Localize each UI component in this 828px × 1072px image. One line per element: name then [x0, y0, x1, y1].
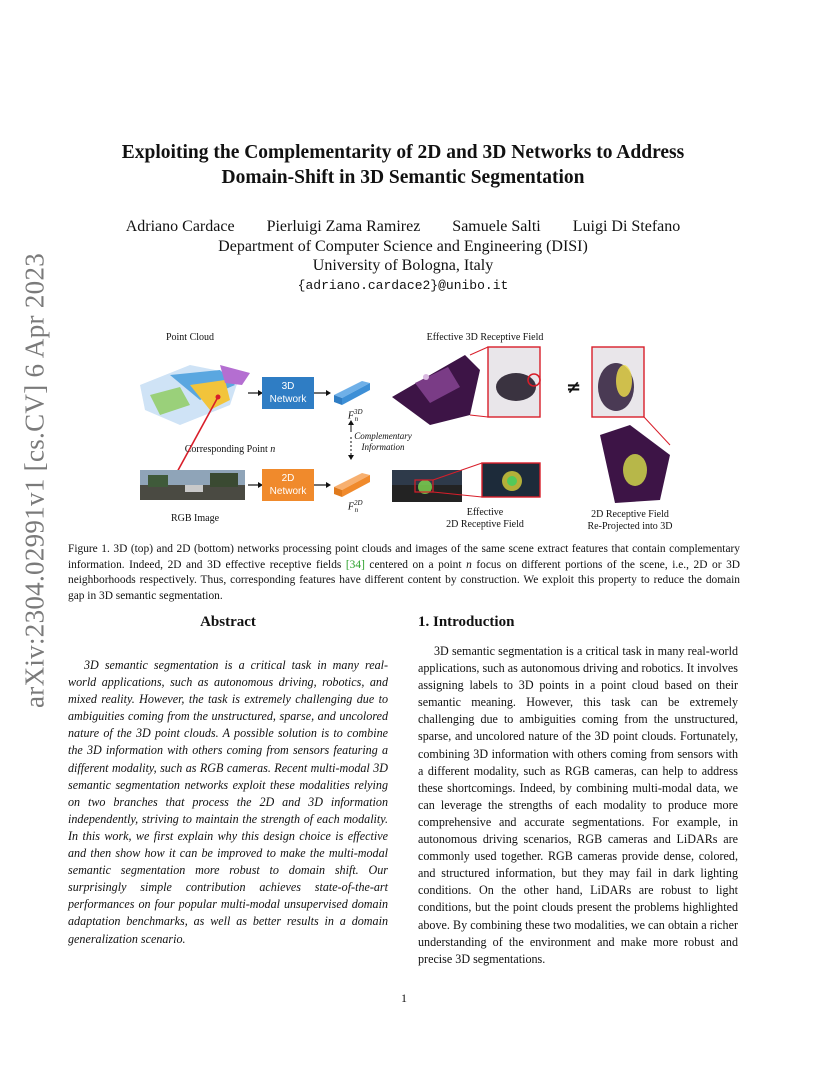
abstract-heading: Abstract	[200, 614, 256, 630]
author: Adriano Cardace	[125, 218, 235, 235]
label-rgb-image: RGB Image	[170, 513, 220, 524]
label-corresponding-point: Corresponding Point n	[184, 444, 276, 455]
label-feature-2d: $F^{2D}_n$	[347, 499, 363, 515]
label-effective-3d-field: Effective 3D Receptive Field	[426, 332, 544, 343]
net-3d-label-2: Network	[269, 394, 307, 405]
introduction-body: 3D semantic segmentation is a critical task in many real-world applications, such as autonomous driving and robotics. It involves assigning labels to 3D points in a point cloud based on their semantic meaning. However, this task can be extremely challenging due to ambiguities coming from the unstructured, sparse, and uncolored nature of the 3D point clouds. Fortunately, combining 3D information with others coming from sensors with a different modality, such as RGB cameras, can help to address these shortcomings. Indeed, by combining multi-modal data, we can leverage the strengths of each modality to produce more comprehensive and accurate segmentations. For example, in autonomous driving scenarios, RGB cameras and LiDARs are commonly used together. RGB cameras provide dense, colored, and structured information, but they may fail in dark lighting conditions. On the other hand, LiDARs are robust to light conditions, but the point clouds present the problems highlighted above. By combining these two modalities, we can obtain a richer understanding of the environment and make more robust and precise 3D segmentations.	[418, 644, 738, 966]
author: Luigi Di Stefano	[572, 218, 681, 235]
label-reprojected-field: 2D Receptive Field Re-Projected into 3D	[587, 509, 673, 532]
department: Department of Computer Science and Engineering (DISI)	[218, 238, 588, 255]
point-cloud-image	[140, 365, 250, 425]
figure-caption: Figure 1. 3D (top) and 2D (bottom) networks processing point clouds and images of the same scene extract features that contain complementary information. Indeed, 2D and 3D effective receptive fields [34] centered on a point n focus on different portions of the scene, i.e., 2D or 3D neighborhoods respectively. Thus, corresponding features have different content by construction. We exploit this property to reduce the domain gap in 3D semantic segmentation.	[68, 543, 740, 602]
arxiv-stamp: arXiv:2304.02991v1 [cs.CV] 6 Apr 2023	[19, 252, 50, 708]
label-effective-2d-field: Effective 2D Receptive Field	[446, 507, 524, 530]
feature-3d-bar	[334, 381, 370, 405]
net-3d-box	[262, 377, 314, 409]
citation-link[interactable]: [34]	[345, 558, 365, 571]
label-feature-3d: $F^{3D}_n$	[347, 408, 363, 424]
introduction-heading: 1. Introduction	[418, 614, 515, 630]
label-point-cloud: Point Cloud	[165, 332, 215, 343]
paper-title	[100, 140, 706, 190]
reprojected-2d-field-image	[592, 347, 670, 503]
university: University of Bologna, Italy	[312, 257, 494, 274]
label-complementary-info: Complementary Information	[354, 431, 412, 452]
author-list	[100, 218, 706, 236]
effective-2d-receptive-field-image	[392, 463, 540, 502]
net-2d-label-1: 2D	[281, 473, 295, 484]
author: Pierluigi Zama Ramirez	[266, 218, 421, 235]
not-equal-symbol: ≠	[566, 377, 582, 398]
net-2d-label-2: Network	[269, 486, 307, 497]
page-number: 1	[401, 991, 407, 1005]
effective-3d-receptive-field-image	[392, 347, 540, 425]
rgb-image	[140, 470, 245, 500]
title-line-2: Domain-Shift in 3D Semantic Segmentation	[221, 167, 585, 188]
net-3d-label-1: 3D	[281, 381, 295, 392]
abstract-body: 3D semantic segmentation is a critical task in many real-world applications, such as autonomous driving, robotics, and mixed reality. However, the task is extremely challenging due to ambiguities coming from the unstructured, sparse, and uncolored nature of the 3D point clouds. A possible solution is to combine the 3D information with others coming from sensors featuring a different modality, such as RGB cameras. Recent multi-modal 3D semantic segmentation networks exploit these modalities relying on two branches that process the 2D and 3D information independently, striving to maintain the strength of each modality. In this work, we first explain why this design choice is effective and then show how it can be improved to make the multi-modal semantic segmentation more robust to domain shift. Our surprisingly simple contribution achieves state-of-the-art performances on four popular multi-modal unsupervised domain adaptation benchmarks, as well as better results in a domain generalization scenario.	[68, 658, 388, 946]
title-line-1: Exploiting the Complementarity of 2D and 3D Networks to Address	[121, 142, 685, 163]
feature-2d-bar	[334, 473, 370, 497]
author: Samuele Salti	[452, 218, 541, 235]
figure-1	[130, 325, 690, 535]
figure-graphics	[130, 325, 690, 535]
author-email: {adriano.cardace2}@unibo.it	[297, 278, 509, 293]
net-2d-box	[262, 469, 314, 501]
